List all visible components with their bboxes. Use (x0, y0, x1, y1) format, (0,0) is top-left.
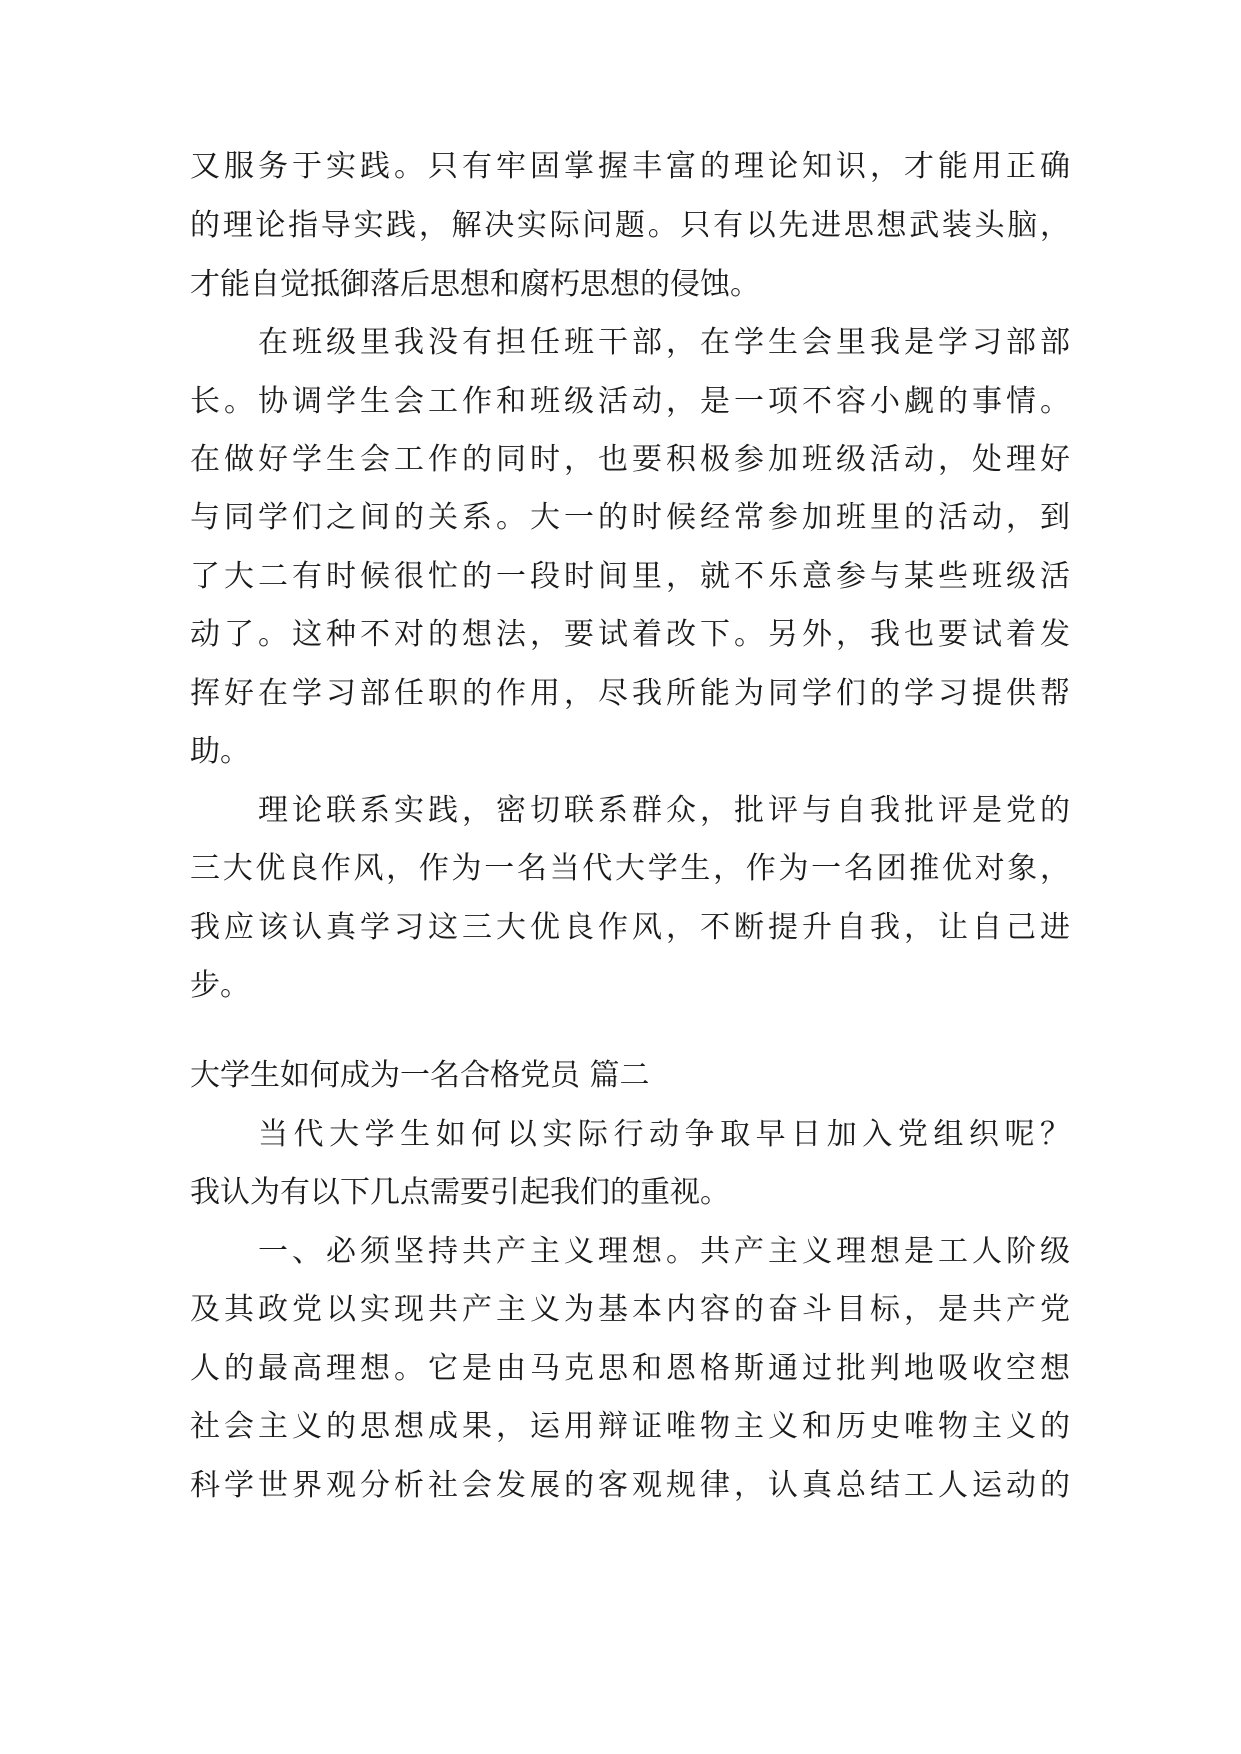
section-heading: 大学生如何成为一名合格党员 篇二 (190, 1058, 650, 1093)
text-line: 我认为有以下几点需要引起我们的重视。 (190, 1175, 730, 1210)
text-line: 一、必须坚持共产主义理想。共产主义理想是工人阶级 (258, 1234, 1070, 1269)
text-line: 社会主义的思想成果，运用辩证唯物主义和历史唯物主义的 (190, 1409, 1070, 1444)
text-line: 三大优良作风，作为一名当代大学生，作为一名团推优对象， (190, 851, 1070, 886)
text-line: 步。 (190, 968, 250, 1003)
text-line: 人的最高理想。它是由马克思和恩格斯通过批判地吸收空想 (190, 1351, 1070, 1386)
text-line: 动了。这种不对的想法，要试着改下。另外，我也要试着发 (190, 617, 1070, 652)
text-line: 科学世界观分析社会发展的客观规律，认真总结工人运动的 (190, 1468, 1070, 1503)
text-line: 当代大学生如何以实际行动争取早日加入党组织呢？ (258, 1117, 1070, 1152)
text-line: 了大二有时候很忙的一段时间里，就不乐意参与某些班级活 (190, 559, 1070, 594)
text-line: 理论联系实践，密切联系群众，批评与自我批评是党的 (258, 793, 1070, 828)
text-line: 的理论指导实践，解决实际问题。只有以先进思想武装头脑， (190, 208, 1070, 243)
text-line: 才能自觉抵御落后思想和腐朽思想的侵蚀。 (190, 267, 760, 302)
text-line: 在班级里我没有担任班干部，在学生会里我是学习部部 (258, 325, 1070, 360)
text-line: 挥好在学习部任职的作用，尽我所能为同学们的学习提供帮 (190, 676, 1070, 711)
text-line: 与同学们之间的关系。大一的时候经常参加班里的活动，到 (190, 500, 1070, 535)
text-line: 及其政党以实现共产主义为基本内容的奋斗目标，是共产党 (190, 1292, 1070, 1327)
text-line: 我应该认真学习这三大优良作风，不断提升自我，让自己进 (190, 910, 1070, 945)
text-line: 助。 (190, 734, 250, 769)
text-line: 长。协调学生会工作和班级活动，是一项不容小觑的事情。 (190, 384, 1070, 419)
text-line: 又服务于实践。只有牢固掌握丰富的理论知识，才能用正确 (190, 149, 1070, 184)
text-line: 在做好学生会工作的同时，也要积极参加班级活动，处理好 (190, 442, 1070, 477)
